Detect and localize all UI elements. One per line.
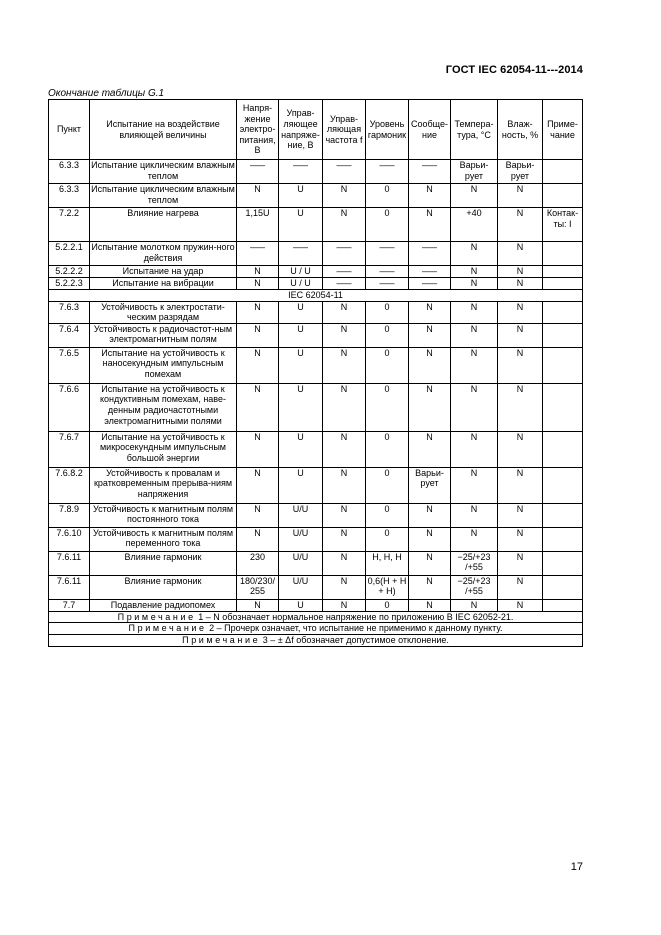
clause-cell: 7.6.11 xyxy=(49,575,90,599)
control-freq-cell: N xyxy=(323,208,366,242)
voltage-cell: N xyxy=(237,527,279,551)
control-freq-cell: N xyxy=(323,383,366,431)
remark-cell: Контак-ты: I xyxy=(543,208,583,242)
note-label: Примечание xyxy=(117,611,196,622)
table-row xyxy=(49,242,583,266)
humidity-cell: N xyxy=(498,551,543,575)
temperature-cell: N xyxy=(451,503,498,527)
temperature-cell: N xyxy=(451,242,498,266)
note-label: Примечание xyxy=(182,634,261,645)
harmonics-cell: ––– xyxy=(366,160,409,184)
control-voltage-cell: U/U xyxy=(279,527,323,551)
clause-cell: 7.6.3 xyxy=(49,301,90,323)
harmonics-cell: 0,6(H + H + H) xyxy=(366,575,409,599)
control-voltage-cell: ––– xyxy=(279,242,323,266)
control-freq-cell: N xyxy=(323,323,366,347)
humidity-cell: N xyxy=(498,527,543,551)
harmonics-cell: 0 xyxy=(366,527,409,551)
voltage-cell: 1,15U xyxy=(237,208,279,242)
message-cell: N xyxy=(409,347,451,383)
temperature-cell: N xyxy=(451,266,498,278)
control-voltage-cell: U/U xyxy=(279,575,323,599)
humidity-cell: N xyxy=(498,503,543,527)
message-cell: ––– xyxy=(409,278,451,290)
humidity-cell: N xyxy=(498,278,543,290)
clause-cell: 7.6.10 xyxy=(49,527,90,551)
note xyxy=(49,611,583,623)
remark-cell xyxy=(543,503,583,527)
humidity-cell: N xyxy=(498,383,543,431)
temperature-cell: N xyxy=(451,347,498,383)
clause-cell: 7.6.7 xyxy=(49,431,90,467)
note-row xyxy=(49,623,583,635)
message-cell: N xyxy=(409,527,451,551)
humidity-cell: N xyxy=(498,347,543,383)
voltage-cell: 230 xyxy=(237,551,279,575)
voltage-cell: N xyxy=(237,431,279,467)
message-cell: N xyxy=(409,184,451,208)
control-freq-cell: N xyxy=(323,184,366,208)
note xyxy=(49,623,583,635)
temperature-cell: N xyxy=(451,278,498,290)
table-row xyxy=(49,160,583,184)
table-row xyxy=(49,551,583,575)
control-voltage-cell: U xyxy=(279,599,323,611)
remark-cell xyxy=(543,551,583,575)
note xyxy=(49,634,583,646)
col-header: Управ-ляющее напряже-ние, В xyxy=(279,100,323,160)
message-cell: N xyxy=(409,599,451,611)
test-cell: Влияние гармоник xyxy=(90,575,237,599)
clause-cell: 7.6.6 xyxy=(49,383,90,431)
col-header: Напря-жение электро-питания, В xyxy=(237,100,279,160)
remark-cell xyxy=(543,278,583,290)
table-row xyxy=(49,266,583,278)
voltage-cell: N xyxy=(237,347,279,383)
control-voltage-cell: U xyxy=(279,347,323,383)
message-cell: ––– xyxy=(409,160,451,184)
harmonics-cell: 0 xyxy=(366,503,409,527)
voltage-cell: ––– xyxy=(237,242,279,266)
remark-cell xyxy=(543,431,583,467)
temperature-cell: N xyxy=(451,383,498,431)
control-voltage-cell: U xyxy=(279,431,323,467)
harmonics-cell: 0 xyxy=(366,431,409,467)
voltage-cell: ––– xyxy=(237,160,279,184)
control-freq-cell: N xyxy=(323,301,366,323)
control-voltage-cell: U xyxy=(279,467,323,503)
test-cell: Испытание циклическим влажным теплом xyxy=(90,184,237,208)
voltage-cell: 180/230/ 255 xyxy=(237,575,279,599)
table-row xyxy=(49,503,583,527)
humidity-cell: N xyxy=(498,431,543,467)
test-cell: Влияние нагрева xyxy=(90,208,237,242)
harmonics-cell: 0 xyxy=(366,467,409,503)
humidity-cell: N xyxy=(498,467,543,503)
control-freq-cell: ––– xyxy=(323,242,366,266)
remark-cell xyxy=(543,527,583,551)
table-row xyxy=(49,599,583,611)
test-cell: Устойчивость к радиочастот-ным электромагнитным полям xyxy=(90,323,237,347)
table-row xyxy=(49,301,583,323)
col-header: Пункт xyxy=(49,100,90,160)
temperature-cell: −25/+23 /+55 xyxy=(451,575,498,599)
harmonics-cell: 0 xyxy=(366,301,409,323)
remark-cell xyxy=(543,160,583,184)
voltage-cell: N xyxy=(237,323,279,347)
table-row xyxy=(49,467,583,503)
voltage-cell: N xyxy=(237,301,279,323)
harmonics-cell: 0 xyxy=(366,599,409,611)
temperature-cell: N xyxy=(451,184,498,208)
humidity-cell: N xyxy=(498,323,543,347)
message-cell: ––– xyxy=(409,242,451,266)
control-voltage-cell: U/U xyxy=(279,503,323,527)
test-cell: Устойчивость к магнитным полям переменного тока xyxy=(90,527,237,551)
control-voltage-cell: U xyxy=(279,208,323,242)
harmonics-cell: ––– xyxy=(366,242,409,266)
control-voltage-cell: ––– xyxy=(279,160,323,184)
test-cell: Испытание на вибрации xyxy=(90,278,237,290)
humidity-cell: N xyxy=(498,242,543,266)
control-voltage-cell: U xyxy=(279,301,323,323)
clause-cell: 7.6.11 xyxy=(49,551,90,575)
temperature-cell: N xyxy=(451,323,498,347)
control-freq-cell: ––– xyxy=(323,160,366,184)
message-cell: N xyxy=(409,323,451,347)
temperature-cell: +40 xyxy=(451,208,498,242)
temperature-cell: N xyxy=(451,301,498,323)
harmonics-cell: H, H, H xyxy=(366,551,409,575)
note-text: 2 – Прочерк означает, что испытание не применимо к данному пункту. xyxy=(209,623,503,634)
harmonics-cell: ––– xyxy=(366,266,409,278)
test-cell: Испытание молотком пружин-ного действия xyxy=(90,242,237,266)
control-voltage-cell: U/U xyxy=(279,551,323,575)
message-cell: N xyxy=(409,551,451,575)
test-cell: Испытание циклическим влажным теплом xyxy=(90,160,237,184)
harmonics-cell: 0 xyxy=(366,347,409,383)
test-cell: Устойчивость к электростати-ческим разрядам xyxy=(90,301,237,323)
message-cell: N xyxy=(409,208,451,242)
table-row xyxy=(49,323,583,347)
voltage-cell: N xyxy=(237,184,279,208)
clause-cell: 7.2.2 xyxy=(49,208,90,242)
control-freq-cell: ––– xyxy=(323,266,366,278)
table-row xyxy=(49,184,583,208)
temperature-cell: N xyxy=(451,467,498,503)
message-cell: N xyxy=(409,383,451,431)
test-cell: Подавление радиопомех xyxy=(90,599,237,611)
table-row xyxy=(49,278,583,290)
table-row xyxy=(49,431,583,467)
col-header: Влаж-ность, % xyxy=(498,100,543,160)
humidity-cell: N xyxy=(498,301,543,323)
humidity-cell: N xyxy=(498,184,543,208)
clause-cell: 7.6.4 xyxy=(49,323,90,347)
clause-cell: 5.2.2.3 xyxy=(49,278,90,290)
control-freq-cell: N xyxy=(323,575,366,599)
harmonics-cell: 0 xyxy=(366,184,409,208)
document-code: ГОСТ IEC 62054-11---2014 xyxy=(445,64,583,76)
note-text: 1 – N обозначает нормальное напряжение по приложению В IEC 62052-21. xyxy=(198,611,514,622)
temperature-cell: −25/+23 /+55 xyxy=(451,551,498,575)
humidity-cell: N xyxy=(498,575,543,599)
clause-cell: 6.3.3 xyxy=(49,160,90,184)
voltage-cell: N xyxy=(237,383,279,431)
temperature-cell: N xyxy=(451,527,498,551)
remark-cell xyxy=(543,266,583,278)
col-header: Сообще-ние xyxy=(409,100,451,160)
table-row xyxy=(49,527,583,551)
test-cell: Влияние гармоник xyxy=(90,551,237,575)
control-freq-cell: N xyxy=(323,599,366,611)
remark-cell xyxy=(543,599,583,611)
control-voltage-cell: U xyxy=(279,383,323,431)
table-row xyxy=(49,347,583,383)
control-freq-cell: N xyxy=(323,347,366,383)
note-row xyxy=(49,611,583,623)
test-cell: Испытание на устойчивость к кондуктивным помехам, наве-денным радиочастотными электромагнитными полями xyxy=(90,383,237,431)
note-text: 3 – ± Δf обозначает допустимое отклонение. xyxy=(262,634,449,645)
control-voltage-cell: U / U xyxy=(279,278,323,290)
harmonics-cell: 0 xyxy=(366,323,409,347)
test-cell: Испытание на удар xyxy=(90,266,237,278)
remark-cell xyxy=(543,575,583,599)
test-cell: Испытание на устойчивость к микросекундным импульсным большой энергии xyxy=(90,431,237,467)
harmonics-cell: 0 xyxy=(366,208,409,242)
clause-cell: 7.6.5 xyxy=(49,347,90,383)
message-cell: N xyxy=(409,301,451,323)
voltage-cell: N xyxy=(237,266,279,278)
data-table xyxy=(48,99,583,647)
clause-cell: 6.3.3 xyxy=(49,184,90,208)
col-header: Темпера-тура, °C xyxy=(451,100,498,160)
harmonics-cell: 0 xyxy=(366,383,409,431)
remark-cell xyxy=(543,301,583,323)
control-freq-cell: N xyxy=(323,431,366,467)
control-voltage-cell: U / U xyxy=(279,266,323,278)
remark-cell xyxy=(543,323,583,347)
humidity-cell: N xyxy=(498,599,543,611)
control-freq-cell: ––– xyxy=(323,278,366,290)
note-label: Примечание xyxy=(128,623,207,634)
temperature-cell: N xyxy=(451,599,498,611)
col-header: Испытание на воздействие влияющей величины xyxy=(90,100,237,160)
clause-cell: 5.2.2.2 xyxy=(49,266,90,278)
message-cell: N xyxy=(409,431,451,467)
control-freq-cell: N xyxy=(323,467,366,503)
clause-cell: 7.6.8.2 xyxy=(49,467,90,503)
message-cell: Варьи-рует xyxy=(409,467,451,503)
control-voltage-cell: U xyxy=(279,184,323,208)
temperature-cell: Варьи-рует xyxy=(451,160,498,184)
remark-cell xyxy=(543,467,583,503)
section-row xyxy=(49,290,583,302)
control-voltage-cell: U xyxy=(279,323,323,347)
harmonics-cell: ––– xyxy=(366,278,409,290)
col-header: Управ-ляющая частота f xyxy=(323,100,366,160)
test-cell: Устойчивость к провалам и кратковременным прерыва-ниям напряжения xyxy=(90,467,237,503)
humidity-cell: Варьи-рует xyxy=(498,160,543,184)
table-row xyxy=(49,383,583,431)
voltage-cell: N xyxy=(237,278,279,290)
message-cell: N xyxy=(409,503,451,527)
table-row xyxy=(49,208,583,242)
page-number: 17 xyxy=(570,861,583,873)
table-row xyxy=(49,575,583,599)
voltage-cell: N xyxy=(237,467,279,503)
control-freq-cell: N xyxy=(323,551,366,575)
message-cell: ––– xyxy=(409,266,451,278)
temperature-cell: N xyxy=(451,431,498,467)
clause-cell: 7.8.9 xyxy=(49,503,90,527)
remark-cell xyxy=(543,184,583,208)
test-cell: Устойчивость к магнитным полям постоянного тока xyxy=(90,503,237,527)
col-header: Уровень гармоник xyxy=(366,100,409,160)
message-cell: N xyxy=(409,575,451,599)
remark-cell xyxy=(543,347,583,383)
control-freq-cell: N xyxy=(323,527,366,551)
remark-cell xyxy=(543,383,583,431)
note-row xyxy=(49,634,583,646)
section-title: IEC 62054-11 xyxy=(49,290,583,302)
voltage-cell: N xyxy=(237,599,279,611)
clause-cell: 7.7 xyxy=(49,599,90,611)
test-cell: Испытание на устойчивость к наносекундным импульсным помехам xyxy=(90,347,237,383)
control-freq-cell: N xyxy=(323,503,366,527)
humidity-cell: N xyxy=(498,266,543,278)
clause-cell: 5.2.2.1 xyxy=(49,242,90,266)
humidity-cell: N xyxy=(498,208,543,242)
remark-cell xyxy=(543,242,583,266)
col-header: Приме-чание xyxy=(543,100,583,160)
voltage-cell: N xyxy=(237,503,279,527)
table-caption: Окончание таблицы G.1 xyxy=(48,88,165,99)
header-row xyxy=(49,100,583,160)
